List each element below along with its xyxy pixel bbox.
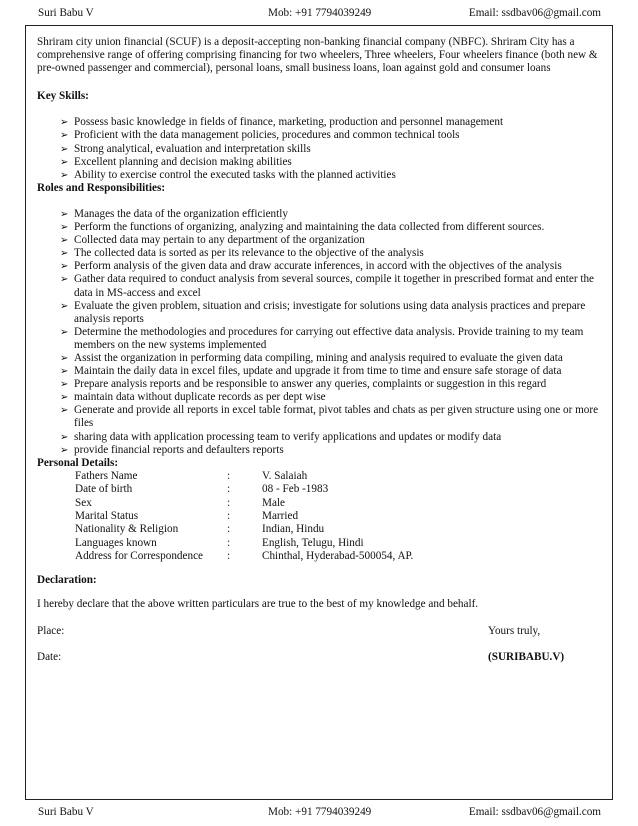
skills-heading: Key Skills: (37, 90, 89, 103)
detail-label: Fathers Name (75, 469, 138, 482)
place-row (37, 625, 603, 638)
detail-label: Nationality & Religion (75, 523, 179, 536)
role-item: ➢ Perform the functions of organizing, analyzing and maintaining the data collected from different sources. (60, 221, 603, 234)
detail-label: Address for Correspondence (75, 550, 203, 563)
detail-value: 08 - Feb -1983 (262, 483, 329, 496)
header-name: Suri Babu V (38, 7, 94, 19)
detail-separator: : (227, 469, 231, 482)
detail-value: Male (262, 496, 285, 509)
detail-label: Languages known (75, 536, 157, 549)
detail-separator: : (227, 523, 231, 536)
personal-detail-row (75, 550, 413, 563)
detail-separator: : (227, 496, 231, 509)
personal-detail-row (75, 537, 413, 550)
skill-item: ➢ Possess basic knowledge in fields of finance, marketing, production and personnel management (60, 116, 603, 129)
role-item: ➢ Assist the organization in performing data compiling, mining and analysis required to evaluate the given data (60, 352, 603, 365)
role-item: ➢ maintain data without duplicate records as per dept wise (60, 391, 603, 404)
roles-list (37, 208, 603, 457)
detail-label: Date of birth (75, 483, 133, 496)
resume-body (37, 36, 603, 664)
role-item: ➢ Manages the data of the organization efficiently (60, 208, 603, 221)
declaration-text: I hereby declare that the above written particulars are true to the best of my knowledge and behalf. (37, 597, 479, 610)
company-intro: Shriram city union financial (SCUF) is a deposit-accepting non-banking financial company (NBFC). Shriram City has a comprehensive range of offering comprising financing for two wheelers, Three wheelers, Four wheelers finance (both new & pre-owned passenger and commercial), personal loans, small business loans, loan against gold and consumer loans (37, 36, 598, 75)
role-item: ➢ sharing data with application processing team to verify applications and updates or modify data (60, 431, 603, 444)
detail-separator: : (227, 550, 231, 563)
footer-name: Suri Babu V (38, 806, 94, 818)
role-item: ➢ The collected data is sorted as per its relevance to the objective of the analysis (60, 247, 603, 260)
signature-name: (SURIBABU.V) (488, 650, 565, 663)
detail-separator: : (227, 510, 231, 523)
detail-value: Chinthal, Hyderabad-500054, AP. (262, 550, 414, 563)
role-item: ➢ Maintain the daily data in excel files, update and upgrade it from time to time and ensure safe storage of data (60, 365, 603, 378)
detail-label: Sex (75, 496, 92, 509)
detail-value: English, Telugu, Hindi (262, 536, 364, 549)
header-email: Email: ssdbav06@gmail.com (468, 7, 601, 19)
closing-text: Yours truly, (488, 624, 541, 637)
roles-heading: Roles and Responsibilities: (37, 181, 166, 194)
role-item: ➢ Collected data may pertain to any department of the organization (60, 234, 603, 247)
role-item: ➢ Gather data required to conduct analysis from several sources, compile it together in prescribed format and enter the data in MS-access and excel (60, 273, 603, 299)
declaration-heading: Declaration: (37, 573, 97, 586)
personal-heading: Personal Details: (37, 456, 119, 469)
personal-detail-row (75, 523, 413, 536)
detail-separator: : (227, 483, 231, 496)
detail-value: Married (262, 510, 299, 523)
personal-detail-row (75, 483, 413, 496)
role-item: ➢ Determine the methodologies and procedures for carrying out effective data analysis. Provide training to my team members on the new systems implemented (60, 326, 603, 352)
skill-item: ➢ Strong analytical, evaluation and interpretation skills (60, 143, 603, 156)
personal-detail-row (75, 497, 413, 510)
role-item: ➢ Generate and provide all reports in excel table format, pivot tables and chats as per given structure using one or more files (60, 404, 603, 430)
page-footer (38, 803, 601, 821)
date-label: Date: (37, 650, 62, 663)
skills-list (37, 116, 603, 181)
detail-value: Indian, Hindu (262, 523, 325, 536)
date-row (37, 651, 603, 664)
personal-detail-row (75, 470, 413, 483)
role-item: ➢ provide financial reports and defaulters reports (60, 444, 603, 457)
footer-email: Email: ssdbav06@gmail.com (468, 806, 601, 818)
detail-value: V. Salaiah (262, 469, 308, 482)
personal-details-table (75, 470, 413, 564)
skill-item: ➢ Excellent planning and decision making abilities (60, 156, 603, 169)
role-item: ➢ Prepare analysis reports and be responsible to answer any queries, complaints or suggestion in this regard (60, 378, 603, 391)
detail-label: Marital Status (75, 510, 139, 523)
detail-separator: : (227, 536, 231, 549)
skill-item: ➢ Proficient with the data management policies, procedures and common technical tools (60, 129, 603, 142)
skill-item: ➢ Ability to exercise control the executed tasks with the planned activities (60, 169, 603, 182)
page-header (38, 4, 601, 22)
footer-mobile: Mob: +91 7794039249 (268, 806, 372, 818)
personal-detail-row (75, 510, 413, 523)
role-item: ➢ Evaluate the given problem, situation and crisis; investigate for solutions using data analysis practices and prepare analysis reports (60, 300, 603, 326)
role-item: ➢ Perform analysis of the given data and draw accurate inferences, in accord with the objectives of the analysis (60, 260, 603, 273)
header-mobile: Mob: +91 7794039249 (268, 7, 372, 19)
place-label: Place: (37, 624, 65, 637)
